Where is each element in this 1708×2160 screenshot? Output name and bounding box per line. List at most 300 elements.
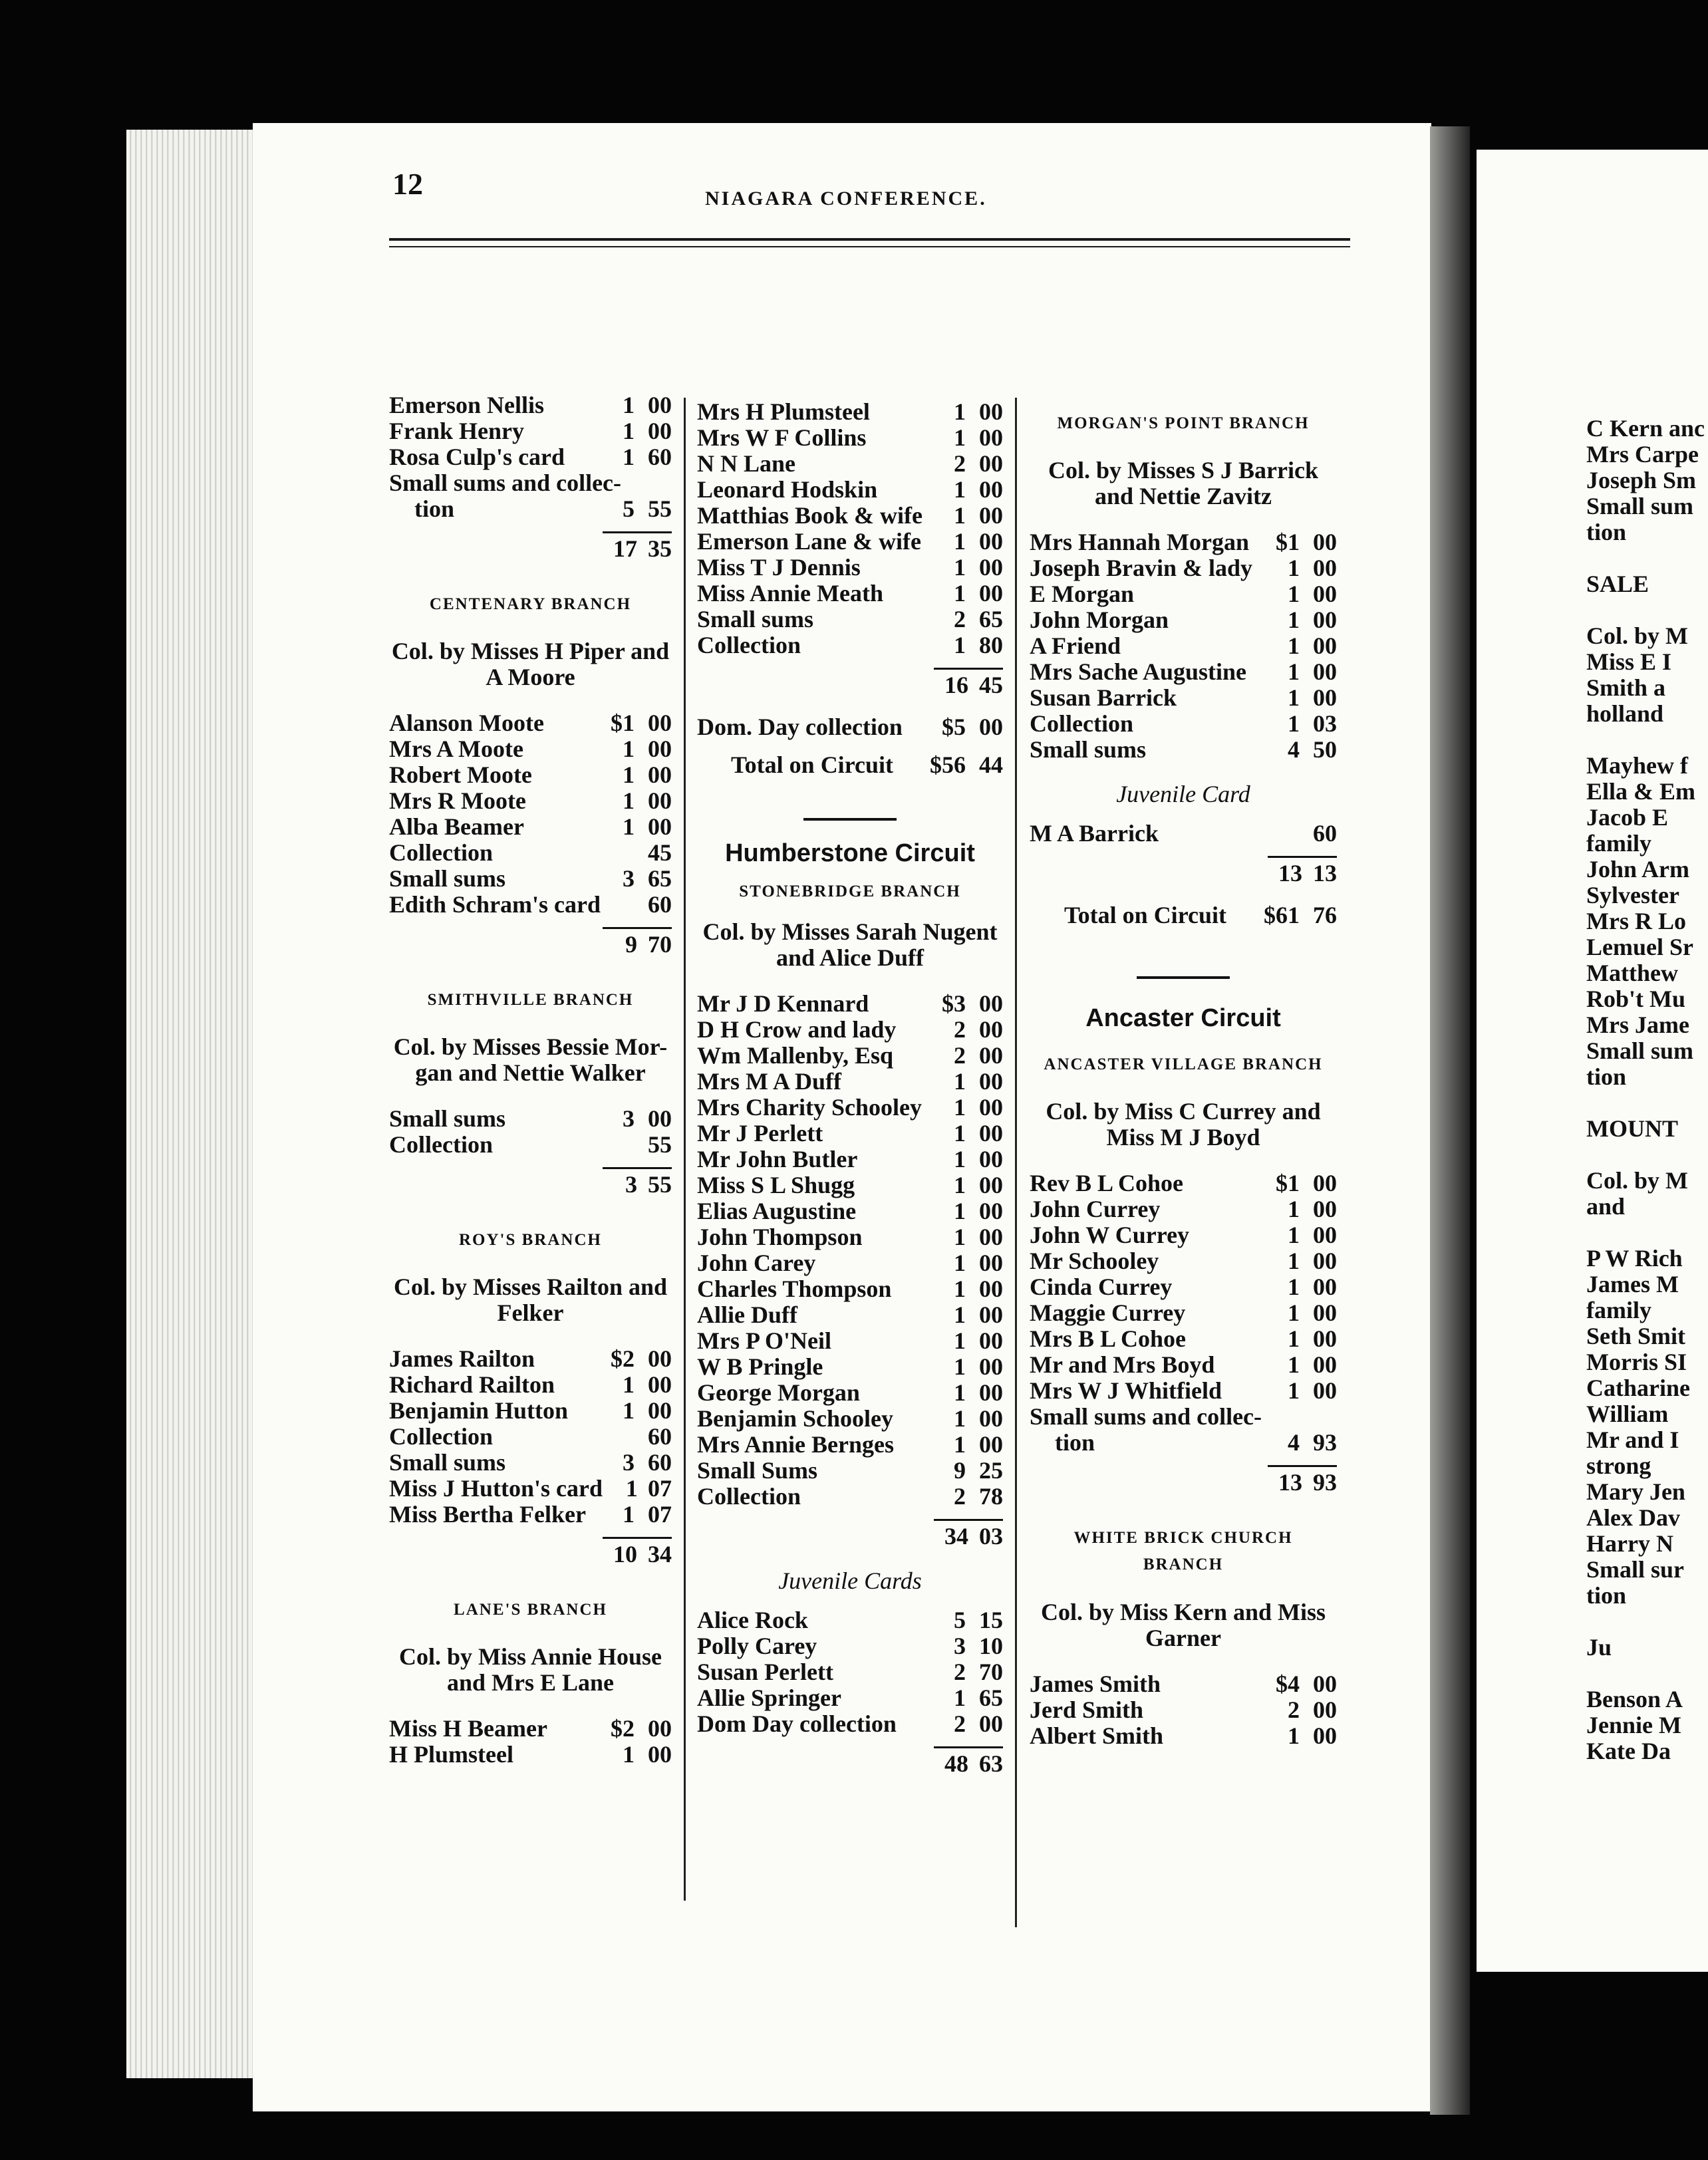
entry-name: Susan Perlett <box>697 1659 833 1685</box>
entry-name: Rosa Culp's card <box>389 444 565 470</box>
entry-cents: 00 <box>1313 1722 1337 1749</box>
entry-name: tion <box>1055 1429 1095 1456</box>
fragment-line: John Arm <box>1586 856 1690 882</box>
entry-cents: 00 <box>648 1105 672 1132</box>
entry-dollars: 1 <box>1288 1722 1300 1749</box>
entry-dollars: 1 <box>1288 684 1300 711</box>
entry-cents: 07 <box>648 1475 672 1502</box>
entry-dollars <box>1262 1404 1300 1430</box>
list-item <box>697 1406 1003 1432</box>
entry-cents: 00 <box>1313 555 1337 581</box>
entry-dollars: 2 <box>1288 1696 1300 1723</box>
fragment-line: Miss E I <box>1586 648 1672 675</box>
entry-dollars: 1 <box>954 1120 966 1147</box>
list-item <box>697 555 1003 581</box>
entry-cents: 78 <box>979 1483 1003 1510</box>
branch-heading: WHITE BRICK CHURCH BRANCH <box>1073 1529 1293 1573</box>
entry-cents: 00 <box>979 528 1003 555</box>
column-1 <box>389 392 672 1768</box>
entry-name: Miss Bertha Felker <box>389 1501 586 1528</box>
entry-dollars: 3 <box>954 1633 966 1659</box>
fragment-line: Matthew <box>1586 960 1678 986</box>
entry-name: Collection <box>389 839 493 866</box>
entry-dollars: 1 <box>954 554 966 581</box>
entry-dollars: $4 <box>1276 1671 1300 1697</box>
entry-dollars: 2 <box>954 1710 966 1737</box>
collectors: Col. by Misses Sarah Nugent and Alice Duff <box>702 918 998 971</box>
entry-name: Edith Schram's card <box>389 891 601 918</box>
collectors: Col. by Miss Kern and Miss Garner <box>1040 1599 1326 1651</box>
entry-cents: 00 <box>648 392 672 418</box>
entry-name: Small sums <box>389 1449 506 1476</box>
subtotal-dollars: 34 <box>944 1523 968 1550</box>
entry-dollars: 1 <box>954 1250 966 1276</box>
list-item <box>389 1398 672 1424</box>
entry-cents: 00 <box>1313 581 1337 607</box>
subtotal-cents: 93 <box>1313 1469 1337 1496</box>
entry-cents: 00 <box>979 1120 1003 1147</box>
subtotal <box>934 668 1003 698</box>
entry-name: Richard Railton <box>389 1371 555 1398</box>
subtotal-cents: 13 <box>1313 860 1337 886</box>
list-item <box>1030 633 1337 659</box>
section-rule <box>803 818 897 821</box>
book-gutter <box>1430 126 1470 2115</box>
list-item <box>389 814 672 840</box>
list-item <box>389 840 672 866</box>
list-item <box>1030 1430 1337 1456</box>
subtotal <box>934 1519 1003 1550</box>
branch-heading: ROY'S BRANCH <box>459 1231 602 1249</box>
entry-name: Susan Barrick <box>1030 684 1177 711</box>
entry-cents: 80 <box>979 632 1003 658</box>
entry-dollars: 1 <box>1288 607 1300 633</box>
fragment-line <box>1586 597 1708 623</box>
entry-cents: 00 <box>979 424 1003 451</box>
fragment-line <box>1586 1609 1708 1635</box>
entry-dollars: 1 <box>954 398 966 425</box>
entry-cents: 25 <box>979 1457 1003 1484</box>
subtotal-cents: 03 <box>979 1523 1003 1550</box>
subtotal-dollars: 48 <box>944 1750 968 1777</box>
list-item <box>697 1711 1003 1737</box>
entry-name: Small sums <box>389 1105 506 1132</box>
fragment-line: strong <box>1586 1452 1651 1479</box>
entry-dollars: $3 <box>942 990 966 1017</box>
collectors: Col. by Misses H Piper and A Moore <box>391 638 670 690</box>
list-item <box>697 1354 1003 1380</box>
header-rule-thin <box>389 246 1350 247</box>
entry-name: H Plumsteel <box>389 1741 513 1768</box>
entry-name: Emerson Nellis <box>389 392 544 418</box>
entry-dollars: 1 <box>1288 1377 1300 1404</box>
entry-name: Collection <box>697 1483 801 1510</box>
circuit-total-label: Total on Circuit <box>730 751 894 778</box>
circuit-total <box>697 752 1003 778</box>
entry-cents: 65 <box>979 1685 1003 1711</box>
list-item <box>697 1147 1003 1172</box>
entry-dollars: 1 <box>954 1379 966 1406</box>
list-item <box>1030 1300 1337 1326</box>
entry-cents: 00 <box>979 1172 1003 1198</box>
entry-cents: 00 <box>979 1198 1003 1224</box>
circuit-heading: Humberstone Circuit <box>725 839 975 867</box>
subtotal <box>1268 1465 1337 1496</box>
entry-dollars: 1 <box>954 1327 966 1354</box>
fragment-line: SALE <box>1586 571 1649 597</box>
entry-name: tion <box>414 495 455 522</box>
list-item <box>697 607 1003 632</box>
entry-dollars: 1 <box>623 761 635 788</box>
fragment-line: Ju <box>1586 1634 1612 1661</box>
entry-dollars: 1 <box>954 1685 966 1711</box>
fragment-line: Harry N <box>1586 1530 1673 1557</box>
list-item <box>1030 1248 1337 1274</box>
entry-dollars: 1 <box>1288 710 1300 737</box>
list-item <box>1030 659 1337 685</box>
circuit-total-dollars: $56 <box>930 751 966 778</box>
entry-dollars: 1 <box>954 1353 966 1380</box>
entry-dollars: 1 <box>623 444 635 470</box>
entry-dollars: 1 <box>623 1371 635 1398</box>
top-entries <box>389 392 672 522</box>
list-item <box>389 444 672 470</box>
entry-dollars: 1 <box>954 502 966 529</box>
entry-cents: 00 <box>1313 658 1337 685</box>
entry-name: Benjamin Hutton <box>389 1397 569 1424</box>
entry-cents: 00 <box>648 418 672 444</box>
fragment-line: Small sur <box>1586 1556 1685 1583</box>
subtotal-cents: 70 <box>648 931 672 958</box>
entry-cents: 00 <box>648 736 672 762</box>
entry-name: Mrs P O'Neil <box>697 1327 831 1354</box>
entry-name: Dom Day collection <box>697 1710 897 1737</box>
fragment-line <box>1586 1090 1708 1116</box>
entry-cents: 00 <box>979 450 1003 477</box>
list-item <box>389 1502 672 1528</box>
entry-cents: 60 <box>648 891 672 918</box>
subtotal <box>603 927 672 958</box>
subtotal-cents: 35 <box>648 535 672 562</box>
entry-cents: 00 <box>979 554 1003 581</box>
running-head: NIAGARA CONFERENCE. <box>705 188 987 209</box>
page-content <box>253 0 1431 2160</box>
entry-cents: 00 <box>979 714 1003 740</box>
entry-name: W B Pringle <box>697 1353 823 1380</box>
entry-dollars <box>621 470 647 496</box>
entry-name: John Carey <box>697 1250 816 1276</box>
entry-cents: 07 <box>648 1501 672 1528</box>
list-item <box>389 736 672 762</box>
entry-name: Small sums <box>1030 736 1147 763</box>
branch-heading: LANE'S BRANCH <box>454 1601 607 1619</box>
entry-name: Mr J D Kennard <box>697 990 869 1017</box>
subtotal <box>934 1746 1003 1777</box>
entry-name: Mrs H Plumsteel <box>697 398 870 425</box>
entry-dollars: 3 <box>623 865 635 892</box>
entry-dollars: $1 <box>1276 1170 1300 1196</box>
entry-name: Albert Smith <box>1030 1722 1163 1749</box>
entry-name: Miss H Beamer <box>389 1715 547 1742</box>
entry-name: Small sums and collec- <box>389 470 622 496</box>
list-item <box>697 1458 1003 1484</box>
entry-name: Miss J Hutton's card <box>389 1475 603 1502</box>
subtotal-dollars: 13 <box>1278 1469 1302 1496</box>
entry-name: Allie Duff <box>697 1301 797 1328</box>
fragment-line <box>1586 1661 1708 1687</box>
list-item <box>389 392 672 418</box>
entry-cents: 03 <box>1313 710 1337 737</box>
collectors: Col. by Misses Bessie Mor- gan and Nettie Walker <box>393 1033 668 1086</box>
entry-name: James Railton <box>389 1345 535 1372</box>
fragment-line: Lemuel Sr <box>1586 934 1693 960</box>
list-item <box>697 1017 1003 1043</box>
entry-name: Mrs W F Collins <box>697 424 867 451</box>
entry-dollars: 2 <box>954 1042 966 1069</box>
entry-name: Mrs B L Cohoe <box>1030 1325 1187 1352</box>
entry-cents: 00 <box>648 1371 672 1398</box>
column-2 <box>697 399 1003 1777</box>
fragment-line: Jacob E <box>1586 804 1669 831</box>
list-item <box>697 1484 1003 1510</box>
entry-name: Cinda Currey <box>1030 1274 1173 1300</box>
list-item <box>389 1372 672 1398</box>
entry-name: Alba Beamer <box>389 813 524 840</box>
entry-dollars: 1 <box>1288 581 1300 607</box>
list-item <box>1030 1404 1337 1430</box>
fragment-line: Mrs R Lo <box>1586 908 1686 934</box>
list-item <box>389 1132 672 1158</box>
list-item <box>697 1121 1003 1147</box>
entry-list <box>1030 529 1337 763</box>
entry-dollars: 1 <box>954 580 966 607</box>
fragment-line: James M <box>1586 1271 1679 1297</box>
juvenile-heading: Juvenile Card <box>1116 781 1250 807</box>
entry-cents: 00 <box>648 1397 672 1424</box>
subtotal-dollars: 16 <box>944 672 968 698</box>
entry-dollars: 1 <box>954 1224 966 1250</box>
entry-dollars <box>596 1132 635 1158</box>
entry-name: Small sums <box>389 865 506 892</box>
entry-list <box>1030 1671 1337 1749</box>
entry-name: Joseph Bravin & lady <box>1030 555 1253 581</box>
fragment-line: C Kern anc <box>1586 416 1705 442</box>
entry-dollars: 1 <box>954 1405 966 1432</box>
entry-dollars: 3 <box>623 1449 635 1476</box>
entry-name: E Morgan <box>1030 581 1134 607</box>
list-item <box>1030 555 1337 581</box>
entry-dollars <box>596 1424 635 1450</box>
entry-dollars: 5 <box>954 1607 966 1633</box>
list-item <box>697 1607 1003 1633</box>
list-item <box>389 788 672 814</box>
entry-cents: 00 <box>1313 1222 1337 1248</box>
list-item <box>697 451 1003 477</box>
fragment-line: Benson A <box>1586 1686 1683 1712</box>
entry-cents: 00 <box>1313 1377 1337 1404</box>
entry-cents: 15 <box>979 1607 1003 1633</box>
entry-cents: 00 <box>979 1379 1003 1406</box>
fragment-line: Col. by M <box>1586 622 1688 649</box>
entry-dollars: 1 <box>623 736 635 762</box>
entry-name: Matthias Book & wife <box>697 502 923 529</box>
entry-name: Robert Moote <box>389 761 532 788</box>
subtotal-dollars: 10 <box>613 1541 637 1567</box>
entry-dollars: 1 <box>1288 1248 1300 1274</box>
entry-cents: 00 <box>648 1345 672 1372</box>
entry-cents: 00 <box>979 1276 1003 1302</box>
entry-cents: 00 <box>648 787 672 814</box>
entry-cents: 00 <box>979 580 1003 607</box>
entry-dollars: 1 <box>954 1431 966 1458</box>
list-item <box>697 991 1003 1017</box>
juvenile-heading: Juvenile Cards <box>778 1567 922 1594</box>
entry-dollars: $2 <box>611 1345 635 1372</box>
list-item <box>1030 1274 1337 1300</box>
entry-cents: 55 <box>648 495 672 522</box>
list-item <box>1030 737 1337 763</box>
entry-name: Small sums <box>697 606 814 632</box>
entry-cents: 60 <box>648 1449 672 1476</box>
fragment-line: family <box>1586 830 1651 857</box>
entry-name: Mrs Hannah Morgan <box>1030 529 1250 555</box>
entry-cents: 00 <box>979 1405 1003 1432</box>
entry-cents: 00 <box>1313 1325 1337 1352</box>
list-item <box>697 1250 1003 1276</box>
entry-dollars: 1 <box>954 424 966 451</box>
right-page-fragments <box>1586 416 1708 1764</box>
entry-dollars: 2 <box>954 450 966 477</box>
entry-name: A Friend <box>1030 632 1121 659</box>
list-item <box>1030 1222 1337 1248</box>
column-divider-1 <box>684 398 686 1901</box>
entry-cents: 00 <box>979 1301 1003 1328</box>
entry-cents: 55 <box>648 1131 672 1158</box>
entry-dollars: $2 <box>611 1715 635 1742</box>
circuit-total-cents: 76 <box>1313 902 1337 928</box>
subtotal <box>603 1537 672 1567</box>
fragment-line: Morris SI <box>1586 1349 1687 1375</box>
collectors: Col. by Miss C Currey and Miss M J Boyd <box>1046 1098 1321 1150</box>
entry-cents <box>1300 1404 1338 1430</box>
entry-name: Rev B L Cohoe <box>1030 1170 1184 1196</box>
list-item <box>697 1198 1003 1224</box>
entry-dollars: 1 <box>954 1276 966 1302</box>
entry-name: John Morgan <box>1030 607 1169 633</box>
fragment-line: Mary Jen <box>1586 1478 1685 1505</box>
header-rule <box>389 238 1350 241</box>
entry-dollars: 1 <box>623 813 635 840</box>
fragment-line: Sylvester <box>1586 882 1679 908</box>
fragment-line: Small sum <box>1586 493 1694 519</box>
entry-dollars: 1 <box>1288 632 1300 659</box>
entry-cents: 50 <box>1313 736 1337 763</box>
fragment-line: Catharine <box>1586 1375 1690 1401</box>
entry-dollars: 1 <box>623 392 635 418</box>
entry-name: Miss T J Dennis <box>697 554 861 581</box>
entry-cents: 45 <box>648 839 672 866</box>
entry-cents: 65 <box>979 606 1003 632</box>
entry-dollars: 1 <box>954 632 966 658</box>
list-item <box>697 1224 1003 1250</box>
list-item <box>389 1476 672 1502</box>
top-entries <box>697 399 1003 658</box>
entry-dollars: 2 <box>954 1659 966 1685</box>
entry-cents <box>647 470 672 496</box>
fragment-line: Mayhew f <box>1586 752 1688 779</box>
entry-name: Benjamin Schooley <box>697 1405 894 1432</box>
subtotal-dollars: 17 <box>613 535 637 562</box>
list-item <box>1030 685 1337 711</box>
list-item <box>697 1633 1003 1659</box>
branch-heading: MORGAN'S POINT BRANCH <box>1057 414 1310 432</box>
circuit-total <box>1030 902 1337 928</box>
list-item <box>389 1716 672 1742</box>
entry-list <box>697 1607 1003 1737</box>
entry-cents: 00 <box>979 1224 1003 1250</box>
fragment-line: Joseph Sm <box>1586 467 1697 493</box>
entry-dollars: 1 <box>954 1172 966 1198</box>
list-item <box>697 1276 1003 1302</box>
entry-cents: 00 <box>1313 1248 1337 1274</box>
circuit-total-dollars: $61 <box>1264 902 1300 928</box>
entry-name: Collection <box>389 1423 493 1450</box>
fragment-line <box>1586 1220 1708 1246</box>
entry-cents: 00 <box>1313 1351 1337 1378</box>
fragment-line: and <box>1586 1193 1626 1220</box>
fragment-line: P W Rich <box>1586 1245 1683 1272</box>
subtotal <box>603 1167 672 1198</box>
entry-dollars: 1 <box>1288 555 1300 581</box>
entry-dollars <box>1261 821 1300 847</box>
list-item <box>697 632 1003 658</box>
list-item <box>389 892 672 918</box>
entry-cents: 00 <box>979 1068 1003 1095</box>
list-item <box>697 529 1003 555</box>
fragment-line: tion <box>1586 1582 1627 1609</box>
entry-name: Mrs M A Duff <box>697 1068 841 1095</box>
entry-dollars: 9 <box>954 1457 966 1484</box>
fragment-line: Smith a <box>1586 674 1666 701</box>
entry-name: Charles Thompson <box>697 1276 892 1302</box>
entry-dollars: 1 <box>1288 1299 1300 1326</box>
entry-dollars: 1 <box>625 1475 638 1502</box>
entry-dollars: 4 <box>1288 1429 1300 1456</box>
fragment-line <box>1586 727 1708 753</box>
entry-dollars: 1 <box>1288 1222 1300 1248</box>
list-item <box>1030 529 1337 555</box>
fragment-line: Mrs Carpe <box>1586 441 1699 468</box>
entry-cents: 00 <box>1313 529 1337 555</box>
entry-dollars: 3 <box>623 1105 635 1132</box>
fragment-line: Jennie M <box>1586 1712 1681 1738</box>
entry-list <box>389 710 672 918</box>
entry-cents: 00 <box>979 990 1003 1017</box>
subtotal-dollars: 3 <box>625 1171 637 1198</box>
entry-name: Elias Augustine <box>697 1198 857 1224</box>
list-item <box>697 1095 1003 1121</box>
page-edges <box>126 130 259 2078</box>
entry-cents: 00 <box>1313 1196 1337 1222</box>
entry-list <box>389 1716 672 1768</box>
list-item <box>389 418 672 444</box>
list-item <box>697 399 1003 425</box>
entry-name: Mrs W J Whitfield <box>1030 1377 1222 1404</box>
entry-dollars: 1 <box>623 1501 635 1528</box>
list-item <box>697 581 1003 607</box>
entry-name: Frank Henry <box>389 418 524 444</box>
entry-cents: 00 <box>979 476 1003 503</box>
